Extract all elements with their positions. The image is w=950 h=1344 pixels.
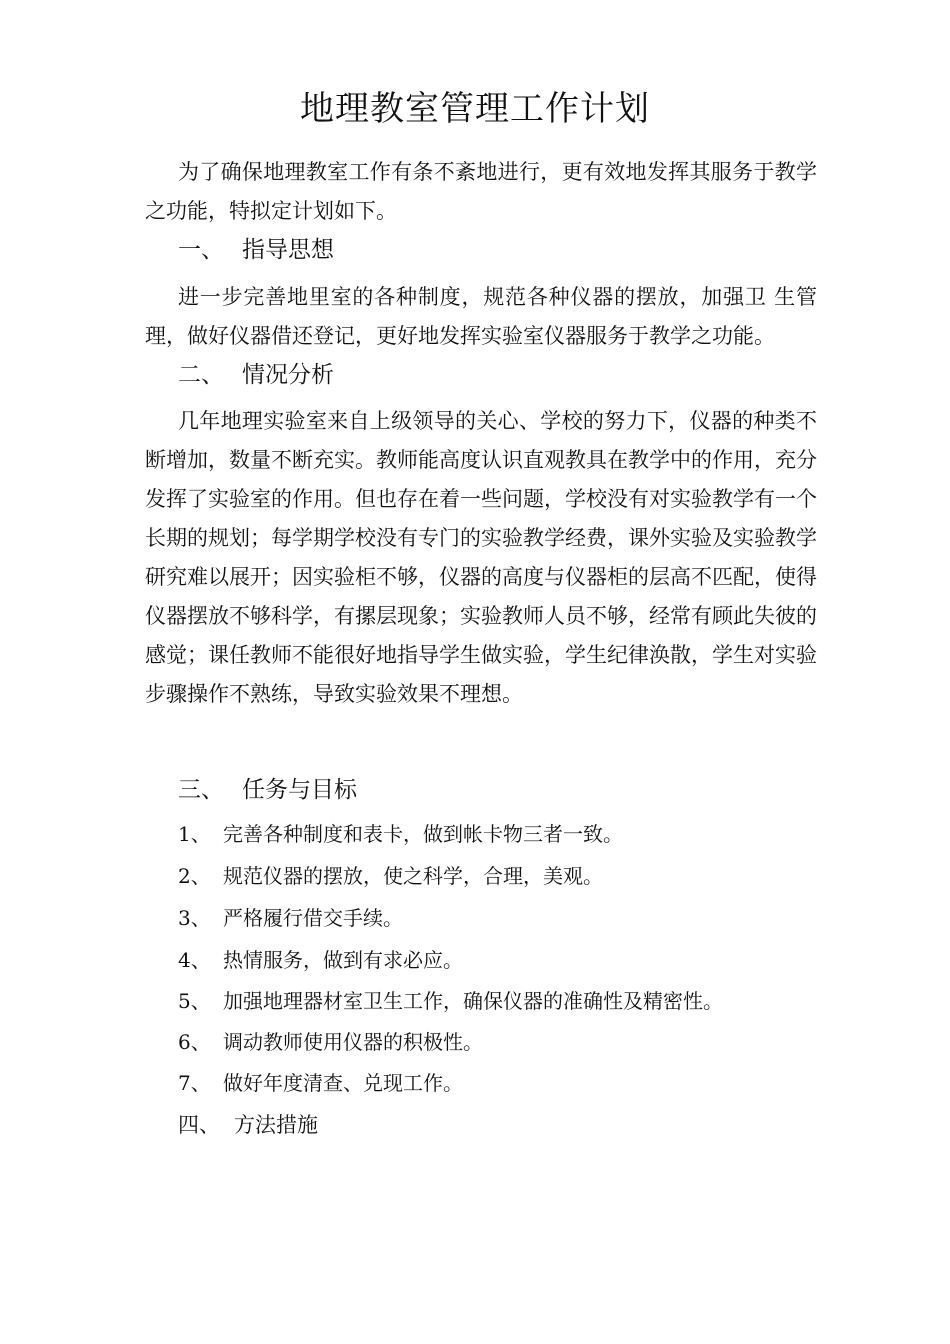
section-heading-2 (178, 359, 334, 391)
list-item (178, 819, 623, 849)
list-item-number: 1、 (178, 822, 211, 846)
list-item-number: 4、 (178, 948, 211, 972)
list-item-text: 规范仪器的摆放，使之科学，合理，美观。 (223, 864, 603, 888)
list-item-text: 热情服务，做到有求必应。 (223, 948, 463, 972)
document-title: 地理教室管理工作计划 (300, 89, 650, 129)
list-item-number: 5、 (178, 989, 211, 1013)
list-item (178, 1027, 483, 1057)
list-item (178, 861, 603, 891)
list-item (178, 945, 463, 975)
list-item-text: 严格履行借交手续。 (223, 906, 403, 930)
section-title-4: 方法措施 (234, 1113, 318, 1137)
list-item (178, 1068, 463, 1098)
list-item-text: 加强地理器材室卫生工作，确保仪器的准确性及精密性。 (223, 989, 723, 1013)
list-item-number: 7、 (178, 1071, 211, 1095)
section-heading-3 (178, 774, 357, 806)
section-body-1: 进一步完善地里室的各种制度，规范各种仪器的摆放，加强卫 生管理，做好仪器借还登记，更好地发挥实验室仪器服务于教学之功能。 (145, 285, 817, 348)
section-heading-4 (178, 1109, 318, 1141)
list-item-number: 6、 (178, 1030, 211, 1054)
section-number-2: 二、 (178, 362, 224, 388)
list-item-number: 3、 (178, 906, 211, 930)
section-body-2: 几年地理实验室来自上级领导的关心、学校的努力下，仪器的种类不断增加，数量不断充实。教师能高度认识直观教具在教学中的作用，充分发挥了实验室的作用。但也存在着一些问题，学校没有对实验教学有一个长期的规划；每学期学校没有专门的实验教学经费，课外实验及实验教学研究难以展开；因实验柜不够，仪器的高度与仪器柜的层高不匹配，使得仪器摆放不够科学，有摞层现象；实验教师人员不够，经常有顾此失彼的感觉；课任教师不能很好地指导学生做实验，学生纪律涣散，学生对实验步骤操作不熟练，导致实验效果不理想。 (145, 409, 817, 706)
list-item-text: 完善各种制度和表卡，做到帐卡物三者一致。 (223, 822, 623, 846)
section-heading-1 (178, 234, 334, 266)
section-number-1: 一、 (178, 237, 224, 263)
section-number-4: 四、 (178, 1113, 220, 1137)
list-item (178, 903, 403, 933)
section-title-3: 任务与目标 (242, 777, 357, 803)
list-item-text: 做好年度清查、兑现工作。 (223, 1071, 463, 1095)
list-item-number: 2、 (178, 864, 211, 888)
section-title-2: 情况分析 (242, 362, 334, 388)
intro-paragraph: 为了确保地理教室工作有条不紊地进行，更有效地发挥其服务于教学之功能，特拟定计划如下。 (145, 160, 817, 223)
list-item (178, 986, 723, 1016)
section-number-3: 三、 (178, 777, 224, 803)
section-title-1: 指导思想 (242, 237, 334, 263)
list-item-text: 调动教师使用仪器的积极性。 (223, 1030, 483, 1054)
